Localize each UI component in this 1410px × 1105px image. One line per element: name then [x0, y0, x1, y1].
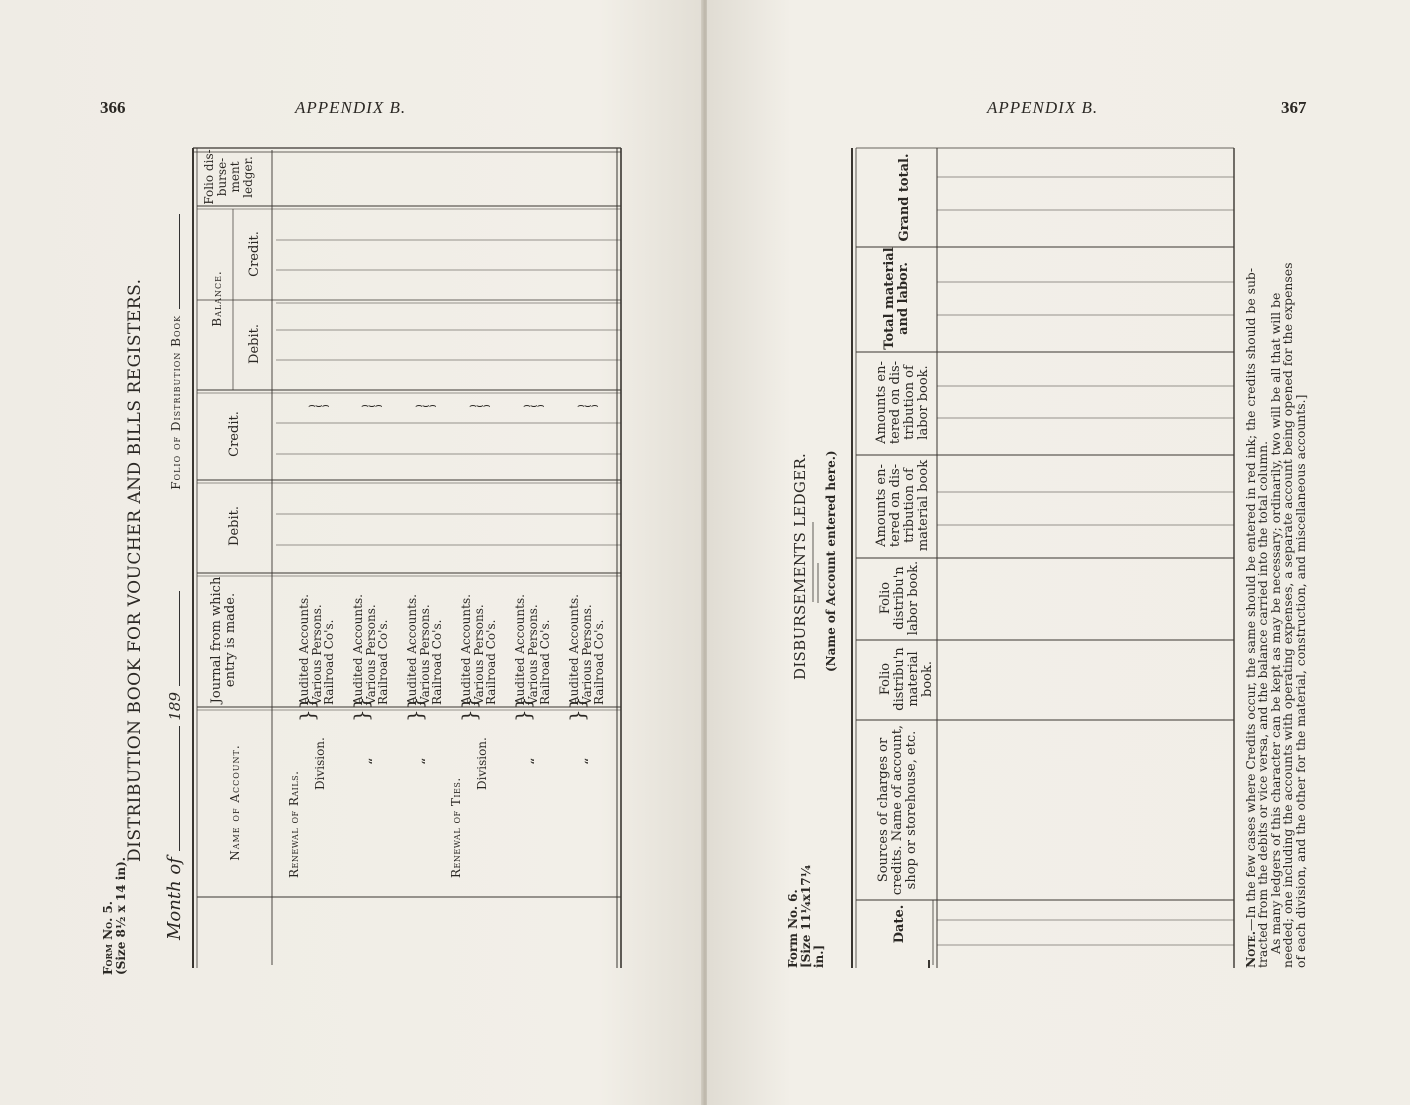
- journal-entry: Railroad Co's.: [592, 619, 606, 705]
- journal-entry: Audited Accounts.: [567, 594, 581, 705]
- journal-entry: Various Persons.: [309, 604, 324, 705]
- journal-entries-group: [460, 575, 498, 705]
- journal-entry: Audited Accounts.: [297, 594, 311, 705]
- form-6-title: DISBURSEMENTS LEDGER.: [791, 452, 809, 680]
- right-page: [707, 0, 1410, 1105]
- account-name: “: [367, 757, 383, 765]
- page-number-left: 366: [100, 98, 126, 117]
- note-line: of each division, and the other for the material, construction, and miscellaneous accounts.]: [1292, 394, 1308, 968]
- header-sources: Sources of charges or credits. Name of account, shop or storehouse, etc.: [876, 724, 919, 896]
- form-5-title: DISTRIBUTION BOOK FOR VOUCHER AND BILLS REGISTERS.: [125, 278, 145, 862]
- form-6-subtitle: (Name of Account entered here.): [824, 450, 838, 672]
- brace-icon: }}: [295, 696, 319, 722]
- wavy-bracket-icon: ⌢⌣⌢: [577, 398, 598, 412]
- note-line: tracted from the debits or vice versa, and the balance carried into the total column.: [1255, 440, 1271, 968]
- section-renewal-of-rails: Renewal of Rails.: [287, 770, 301, 878]
- month-label: Month of: [164, 857, 185, 940]
- header-date: Date.: [892, 904, 907, 944]
- note-line: As many ledgers of this character can be kept as may be necessary; ordinarily, two will be all that will be: [1267, 292, 1283, 954]
- journal-entry: Railroad Co's.: [322, 619, 336, 705]
- wavy-bracket-icon: ⌢⌣⌢: [523, 398, 544, 412]
- journal-entry: Audited Accounts.: [459, 594, 473, 705]
- form-6-number: Form No. 6.: [786, 889, 800, 968]
- page-number-right: 367: [1281, 98, 1307, 117]
- header-balance-debit: Debit.: [247, 324, 262, 364]
- header-folio-disbursement-ledger: Folio dis- burse- ment ledger.: [202, 149, 255, 205]
- form-6-size: [Size 11¼x17¼ in.]: [799, 864, 826, 968]
- header-amounts-material: Amounts en- tered on dis- tribution of material book: [874, 459, 931, 552]
- header-balance-credit: Credit.: [247, 231, 262, 277]
- note-line: Note.—In the few cases where Credits occur, the same should be entered in red ink; the credits should be sub-: [1243, 267, 1258, 968]
- wavy-bracket-icon: ⌢⌣⌢: [469, 398, 490, 412]
- journal-entry: Railroad Co's.: [376, 619, 390, 705]
- account-name: “: [583, 757, 599, 765]
- brace-icon: }}: [565, 696, 589, 722]
- header-grand-total: Grand total.: [897, 153, 912, 242]
- journal-entries-group: [514, 575, 552, 705]
- header-folio-material: Folio distribu'n material book.: [878, 647, 935, 711]
- journal-entry: Various Persons.: [417, 604, 432, 705]
- section-renewal-of-ties: Renewal of Ties.: [449, 777, 463, 878]
- running-head-left: APPENDIX B.: [295, 98, 407, 117]
- journal-entry: Railroad Co's.: [484, 619, 498, 705]
- note-lead: Note.: [1243, 930, 1258, 968]
- header-folio-labor: Folio distribu'n labor book.: [878, 560, 921, 636]
- running-head-right: APPENDIX B.: [987, 98, 1099, 117]
- header-debit: Debit.: [227, 506, 242, 546]
- account-name: “: [420, 757, 436, 765]
- journal-entry: Various Persons.: [363, 604, 378, 705]
- journal-entry: Railroad Co's.: [430, 619, 444, 705]
- journal-entries-group: [568, 575, 606, 705]
- ledger-note: [1245, 143, 1307, 968]
- header-amounts-labor: Amounts en- tered on dis- tribution of labor book.: [874, 360, 931, 445]
- header-credit: Credit.: [227, 411, 242, 457]
- brace-icon: }}: [349, 696, 373, 722]
- header-journal: Journal from which entry is made.: [209, 576, 238, 704]
- journal-entry: Audited Accounts.: [513, 594, 527, 705]
- journal-entry: Various Persons.: [471, 604, 486, 705]
- journal-entries-group: [298, 575, 336, 705]
- wavy-bracket-icon: ⌢⌣⌢: [308, 398, 329, 412]
- note-line: needed; one including the accounts with operating expenses, a separate account being opened for the expenses: [1280, 262, 1296, 968]
- form-5-size: (Size 8½ x 14 in).: [114, 857, 128, 975]
- header-name-of-account: Name of Account.: [228, 744, 242, 861]
- account-name: Division.: [313, 737, 327, 790]
- brace-icon: }}: [457, 696, 481, 722]
- journal-entry: Audited Accounts.: [351, 594, 365, 705]
- account-name: Division.: [475, 737, 489, 790]
- distribution-table-grid: [0, 0, 703, 1105]
- account-name: “: [529, 757, 545, 765]
- journal-entry: Audited Accounts.: [405, 594, 419, 705]
- journal-entries-group: [352, 575, 390, 705]
- wavy-bracket-icon: ⌢⌣⌢: [415, 398, 436, 412]
- brace-icon: }}: [403, 696, 427, 722]
- header-total: Total material and labor.: [882, 247, 911, 350]
- brace-icon: }}: [511, 696, 535, 722]
- journal-entries-group: [406, 575, 444, 705]
- header-balance: Balance.: [210, 270, 224, 327]
- year-label: 189: [166, 691, 184, 721]
- journal-entry: Various Persons.: [579, 604, 594, 705]
- journal-entry: Various Persons.: [525, 604, 540, 705]
- journal-entry: Railroad Co's.: [538, 619, 552, 705]
- form-5-number: Form No. 5.: [101, 901, 115, 975]
- wavy-bracket-icon: ⌢⌣⌢: [361, 398, 382, 412]
- left-page: [0, 0, 703, 1105]
- folio-of-distribution-label: Folio of Distribution Book: [169, 314, 183, 490]
